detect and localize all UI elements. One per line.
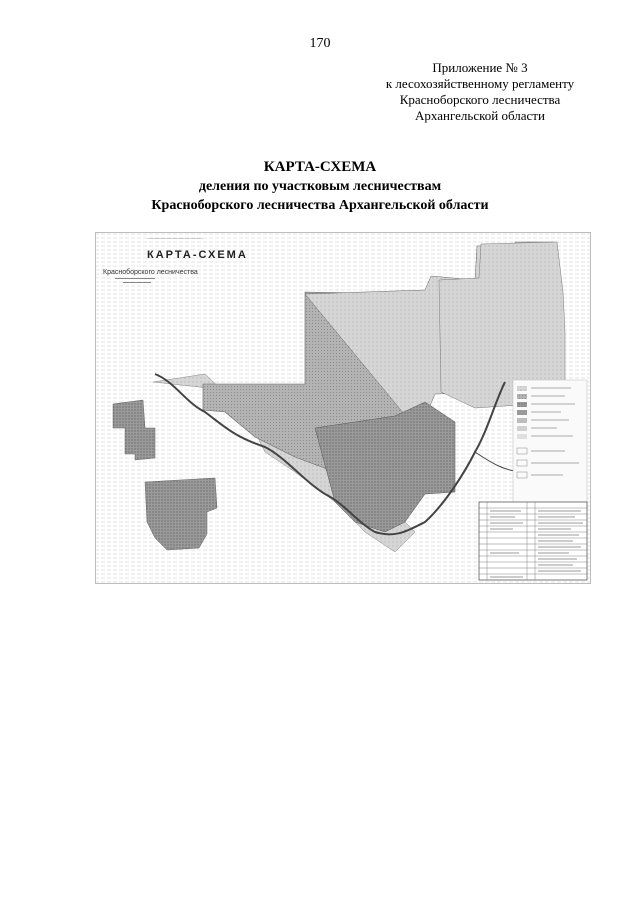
page-number: 170 — [309, 36, 331, 51]
document-title — [0, 157, 640, 215]
svg-text:~~~~~~~~~~~~~~~~~~~~~~~~: ~~~~~~~~~~~~~~~~~~~~~~~~ — [147, 236, 204, 241]
appendix-line-3: Красноборского лесничества — [399, 92, 561, 107]
forestry-map-image — [95, 232, 591, 584]
appendix-caption — [370, 60, 590, 124]
map-inner-title-text: КАРТА-СХЕМА — [147, 249, 248, 261]
forestry-map — [95, 232, 591, 584]
map-inner-subtitle-text: Красноборского лесничества — [103, 269, 198, 276]
title-line-2: деления по участковым лесничествам — [198, 179, 442, 194]
map-table — [479, 502, 587, 580]
map-legend — [513, 380, 587, 508]
title-line-3: Красноборского лесничества Архангельской области — [151, 198, 489, 213]
title-line-1: КАРТА-СХЕМА — [263, 159, 377, 175]
appendix-line-4: Архангельской области — [415, 108, 545, 123]
appendix-line-1: Приложение № 3 — [432, 60, 528, 75]
appendix-line-2: к лесохозяйственному регламенту — [385, 76, 575, 91]
